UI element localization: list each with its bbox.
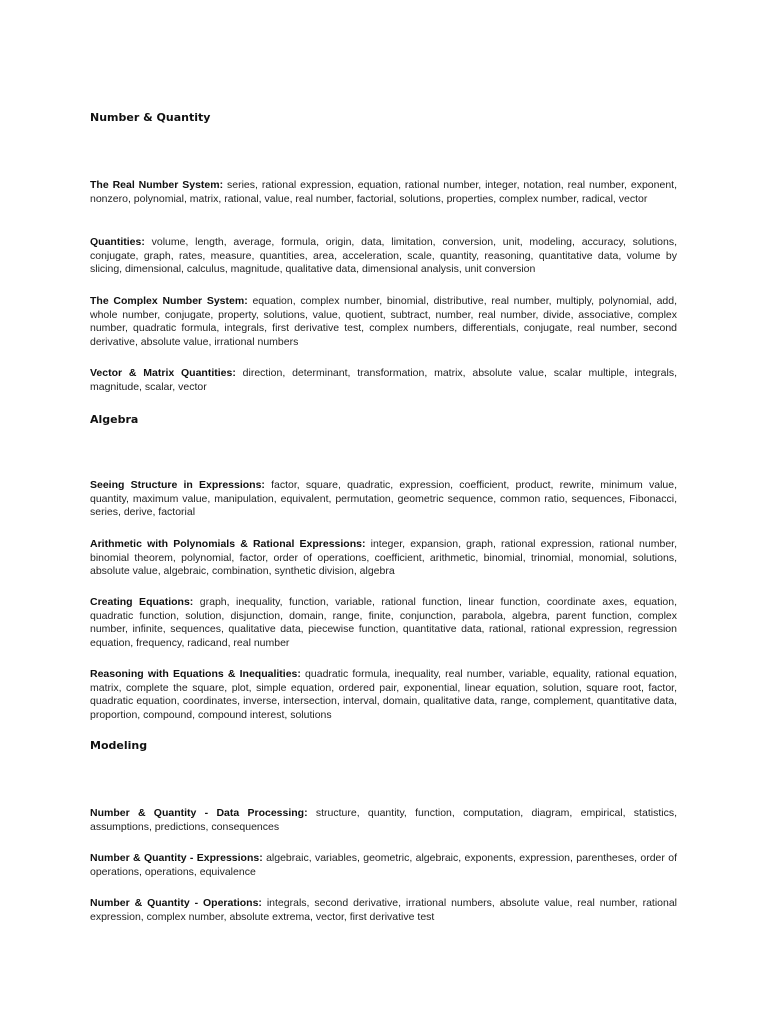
entry-text: algebraic, variables, geometric, algebraic, exponents, expression, parentheses, order of operations, operations, equivalence (90, 852, 677, 878)
entry-complex-number-system (90, 295, 677, 349)
entry-operations (90, 897, 677, 924)
entry-term: Number & Quantity - Operations: (90, 897, 262, 909)
entry-text: volume, length, average, formula, origin, data, limitation, conversion, unit, modeling, accuracy, solutions, conjugate, graph, rates, measure, quantities, area, acceleration, scale, quantity, reasoning, quantitative data, volume by slicing, dimensional, calculus, magnitude, qualitative data, dimensional analysis, unit conversion (90, 236, 677, 275)
entry-text: integrals, second derivative, irrational numbers, absolute value, real number, rational expression, complex number, absolute extrema, vector, first derivative test (90, 897, 678, 923)
entry-term: The Complex Number System: (90, 295, 248, 307)
entry-term: The Real Number System: (90, 179, 224, 191)
entry-text: graph, inequality, function, variable, rational function, linear function, coordinate axes, equation, quadratic function, solution, disjunction, domain, range, finite, conjunction, parabola, algebra, parent function, complex number, infinite, sequences, qualitative data, piecewise function, quantitative data, rational, rational expression, regression equation, frequency, radicand, real number (90, 596, 677, 649)
entry-arithmetic-polynomials (90, 538, 677, 579)
entry-term: Number & Quantity - Expressions: (90, 852, 263, 864)
section-heading-modeling: Modeling (90, 739, 148, 752)
entry-reasoning-equations (90, 668, 677, 722)
entry-text: factor, square, quadratic, expression, coefficient, product, rewrite, minimum value, quantity, maximum value, manipulation, equivalent, permutation, geometric sequence, common ratio, sequences, Fibonacci, series, derive, factorial (90, 479, 677, 518)
entry-text: series, rational expression, equation, rational number, integer, notation, real number, exponent, nonzero, polynomial, matrix, rational, value, real number, factorial, solutions, properties, complex number, radical, vector (90, 179, 677, 205)
entry-data-processing (90, 807, 677, 834)
entry-text: direction, determinant, transformation, matrix, absolute value, scalar multiple, integrals, magnitude, scalar, vector (90, 367, 678, 393)
entry-text: quadratic formula, inequality, real number, variable, equality, rational equation, matrix, complete the square, plot, simple equation, ordered pair, exponential, linear equation, solution, square root, factor, quadratic equation, coordinates, inverse, intersection, interval, domain, qualitative data, range, complement, quantitative data, proportion, compound, compound interest, solutions (90, 668, 678, 721)
entry-text: equation, complex number, binomial, distributive, real number, multiply, polynomial, add, whole number, conjugate, property, solutions, value, quotient, subtract, number, real number, divide, associative, complex number, quadratic formula, integrals, first derivative test, complex numbers, differentials, conjugate, real number, second derivative, absolute value, irrational numbers (90, 295, 677, 348)
entry-expressions (90, 852, 677, 879)
entry-term: Arithmetic with Polynomials & Rational Expressions: (90, 538, 366, 550)
entry-term: Vector & Matrix Quantities: (90, 367, 236, 379)
entry-quantities (90, 236, 677, 277)
entry-term: Reasoning with Equations & Inequalities: (90, 668, 301, 680)
entry-vector-matrix-quantities (90, 367, 677, 394)
entry-seeing-structure (90, 479, 677, 520)
entry-creating-equations (90, 596, 677, 650)
entry-term: Number & Quantity - Data Processing: (90, 807, 308, 819)
section-heading-algebra: Algebra (90, 413, 139, 426)
entry-real-number-system (90, 179, 677, 206)
entry-term: Creating Equations: (90, 596, 194, 608)
entry-text: structure, quantity, function, computation, diagram, empirical, statistics, assumptions, predictions, consequences (90, 807, 677, 833)
entry-text: integer, expansion, graph, rational expression, rational number, binomial theorem, polynomial, factor, order of operations, coefficient, arithmetic, binomial, trinomial, monomial, solutions, absolute value, algebraic, combination, synthetic division, algebra (90, 538, 678, 577)
entry-term: Seeing Structure in Expressions: (90, 479, 265, 491)
entry-term: Quantities: (90, 236, 145, 248)
section-heading-number-quantity: Number & Quantity (90, 111, 211, 124)
